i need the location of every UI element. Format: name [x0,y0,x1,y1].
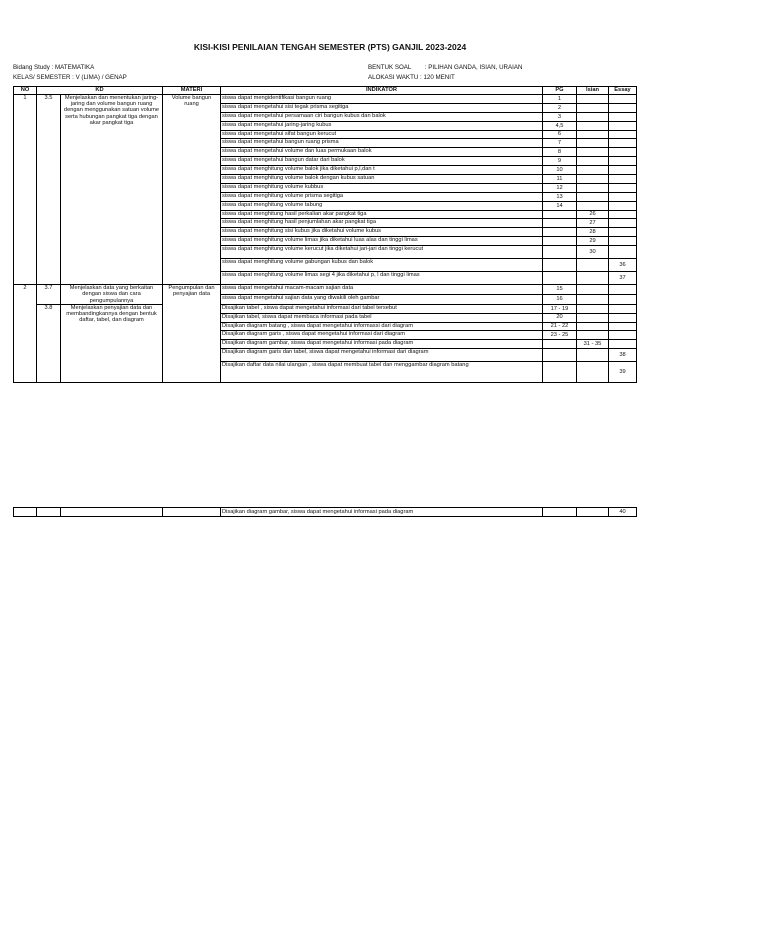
pg-cell: 1 [543,95,577,104]
isian-cell [577,304,609,313]
pg-cell: 21 - 22 [543,322,577,331]
isian-cell [577,103,609,112]
isian-cell [577,349,609,362]
kd-code: 3.5 [37,95,61,285]
isian-cell [577,130,609,139]
table-row [14,285,637,295]
isian-cell: 31 - 35 [577,340,609,349]
isian-cell [577,508,609,517]
essay-cell: 40 [609,508,637,517]
essay-cell: 39 [609,362,637,383]
essay-cell [609,166,637,175]
indicator-cell: siswa dapat menghitung volume prisma segitiga [221,192,543,201]
indicator-cell: siswa dapat menghitung hasil perkalian akar pangkat tiga [221,210,543,219]
indicator-cell: siswa dapat menghitung volume kerucut jika diketahui jari-jari dan tinggi kerucut [221,246,543,259]
indicator-cell: siswa dapat mengetahui sisi tegak prisma segitiga [221,103,543,112]
isian-cell [577,294,609,304]
essay-cell [609,237,637,246]
essay-cell: 36 [609,259,637,272]
table-row [14,508,637,517]
essay-cell [609,285,637,295]
essay-cell [609,228,637,237]
question-form-value: : PILIHAN GANDA, ISIAN, URAIAN [424,64,523,71]
pg-cell: 13 [543,192,577,201]
essay-cell [609,201,637,210]
essay-cell [609,148,637,157]
pg-cell [543,259,577,272]
indicator-cell: Disajikan diagram garis dan tabel, siswa dapat mengetahui informasi dari diagram [221,349,543,362]
isian-cell [577,313,609,322]
isian-cell [577,148,609,157]
isian-cell: 26 [577,210,609,219]
essay-cell [609,313,637,322]
essay-cell [609,175,637,184]
indicator-cell: siswa dapat mengetahui bangun ruang prisma [221,139,543,148]
pg-cell [543,237,577,246]
pg-cell: 17 - 19 [543,304,577,313]
indicator-cell: siswa dapat menghitung volume limas jika diketahui luas alas dan tinggi limas [221,237,543,246]
pg-cell: 2 [543,103,577,112]
header-indikator: INDIKATOR [221,87,543,95]
isian-cell [577,166,609,175]
isian-cell [577,322,609,331]
pg-cell [543,508,577,517]
essay-cell [609,210,637,219]
pg-cell: 9 [543,157,577,166]
essay-cell [609,183,637,192]
materi-cell: Volume bangun ruang [163,95,221,285]
pg-cell: 3 [543,112,577,121]
header-isian: Isian [577,87,609,95]
class-semester-label: KELAS/ SEMESTER : V (LIMA) / GENAP [13,74,127,81]
essay-cell [609,139,637,148]
pg-cell: 10 [543,166,577,175]
isian-cell [577,95,609,104]
indicator-cell: siswa dapat mengetahui persamaan ciri bangun kubus dan balok [221,112,543,121]
pg-cell: 16 [543,294,577,304]
essay-cell [609,219,637,228]
indicator-cell: siswa dapat mengetahui macam-macam sajian data [221,285,543,295]
header-pg: PG [543,87,577,95]
isian-cell [577,192,609,201]
indicator-cell: siswa dapat mengetahui jaring-jaring kubus [221,121,543,130]
subject-label: Bidang Study : MATEMATIKA [13,64,95,71]
pg-cell: 23 - 25 [543,331,577,340]
pg-cell [543,349,577,362]
pg-cell [543,246,577,259]
time-allocation-label: ALOKASI WAKTU : 120 MENIT [368,74,455,81]
indicator-cell: siswa dapat menghitung sisi kubus jika diketahui volume kubus [221,228,543,237]
header-kd: KD [37,87,163,95]
table-row [14,304,637,313]
pg-cell [543,340,577,349]
isian-cell: 27 [577,219,609,228]
essay-cell [609,294,637,304]
isian-cell: 28 [577,228,609,237]
kd-description: Menjelaskan penyajian data dan membandingkannya dengan bentuk daftar, tabel, dan diagram [61,304,163,382]
pg-cell: 20 [543,313,577,322]
essay-cell [609,95,637,104]
indicator-cell: siswa dapat mengetahui bangun datar dari balok [221,157,543,166]
indicator-cell: siswa dapat menghitung volume balok jika diketahui p,l,dan t [221,166,543,175]
header-materi: MATERI [163,87,221,95]
indicator-cell: Disajikan diagram gambar, siswa dapat mengetahui informasi pada diagram [221,508,543,517]
isian-cell [577,121,609,130]
isian-cell [577,331,609,340]
isian-cell [577,139,609,148]
essay-cell [609,103,637,112]
pg-cell: 8 [543,148,577,157]
indicator-cell: siswa dapat mengidentifikasi bangun ruang [221,95,543,104]
pg-cell: 4,5 [543,121,577,130]
header-essay: Essay [609,87,637,95]
isian-cell [577,175,609,184]
pg-cell [543,219,577,228]
question-form-label: BENTUK SOAL [368,64,412,71]
pg-cell [543,272,577,285]
essay-cell [609,112,637,121]
isian-cell [577,285,609,295]
kd-description: Menjelaskan data yang berkaitan dengan siswa dan cara pengumpulannya [61,285,163,305]
row-number: 1 [14,95,37,285]
pg-cell [543,228,577,237]
table-row [14,95,637,104]
tail-table [13,507,637,517]
pg-cell: 14 [543,201,577,210]
isian-cell [577,157,609,166]
indicator-cell: Disajikan diagram garis , siswa dapat mengetahui informasi dari diagram [221,331,543,340]
isian-cell [577,183,609,192]
indicator-cell: siswa dapat menghitung volume tabung [221,201,543,210]
indicator-cell: Disajikan tabel, siswa dapat membaca informasi pada tabel [221,313,543,322]
indicator-cell: siswa dapat menghitung volume kubbus [221,183,543,192]
pg-cell: 6 [543,130,577,139]
essay-cell: 37 [609,272,637,285]
indicator-cell: Disajikan diagram gambar, siswa dapat mengetahui informasi pada diagram [221,340,543,349]
essay-cell [609,322,637,331]
essay-cell [609,157,637,166]
header-no: NO [14,87,37,95]
indicator-cell: siswa dapat menghitung volume limas segi 4 jika diketahui p, l dan tinggi limas [221,272,543,285]
row-number: 2 [14,285,37,383]
essay-cell [609,192,637,201]
pg-cell [543,362,577,383]
isian-cell: 29 [577,237,609,246]
indicator-cell: Disajikan diagram batang , siswa dapat mengetahui informassi dari diagram [221,322,543,331]
isian-cell [577,201,609,210]
indicator-cell: siswa dapat mengetahui sifat bangun kerucut [221,130,543,139]
isian-cell [577,112,609,121]
document-title: KISI-KISI PENILAIAN TENGAH SEMESTER (PTS) GANJIL 2023-2024 [193,42,467,52]
indicator-cell: siswa dapat mengetahui volume dan luas permukaan balok [221,148,543,157]
indicator-cell: Disajikan daftar data nilai ulangan , siswa dapat membuat tabel dan menggambar diagram batang [221,362,543,383]
table-header-row [14,87,637,95]
essay-cell [609,130,637,139]
essay-cell [609,121,637,130]
essay-cell [609,304,637,313]
pg-cell: 12 [543,183,577,192]
blueprint-table [13,86,637,383]
essay-cell: 38 [609,349,637,362]
isian-cell [577,272,609,285]
essay-cell [609,331,637,340]
essay-cell [609,340,637,349]
pg-cell: 15 [543,285,577,295]
kd-code: 3.8 [37,304,61,382]
indicator-cell: Disajikan tabel , siswa dapat mengetahui informasi dari tabel tersebut [221,304,543,313]
question-form-info [368,64,522,71]
pg-cell [543,210,577,219]
indicator-cell: siswa dapat mengetahui sajian data yang diwakili oleh gambar [221,294,543,304]
pg-cell: 7 [543,139,577,148]
isian-cell: 30 [577,246,609,259]
indicator-cell: siswa dapat menghitung volume balok dengan kubus satuan [221,175,543,184]
kd-description: Menjelaskan dan menentukan jaring-jaring dan volume bangun ruang dengan menggunakan satuan volume serta hubungan pangkat tiga dengan akar pangkat tiga [61,95,163,285]
kd-code: 3.7 [37,285,61,305]
materi-cell: Pengumpulan dan penyajian data [163,285,221,383]
essay-cell [609,246,637,259]
indicator-cell: siswa dapat menghitung hasil penjumlahan akar pangkat tiga [221,219,543,228]
isian-cell [577,259,609,272]
indicator-cell: siswa dapat menghitung volume gabungan kubus dan balok [221,259,543,272]
isian-cell [577,362,609,383]
pg-cell: 11 [543,175,577,184]
